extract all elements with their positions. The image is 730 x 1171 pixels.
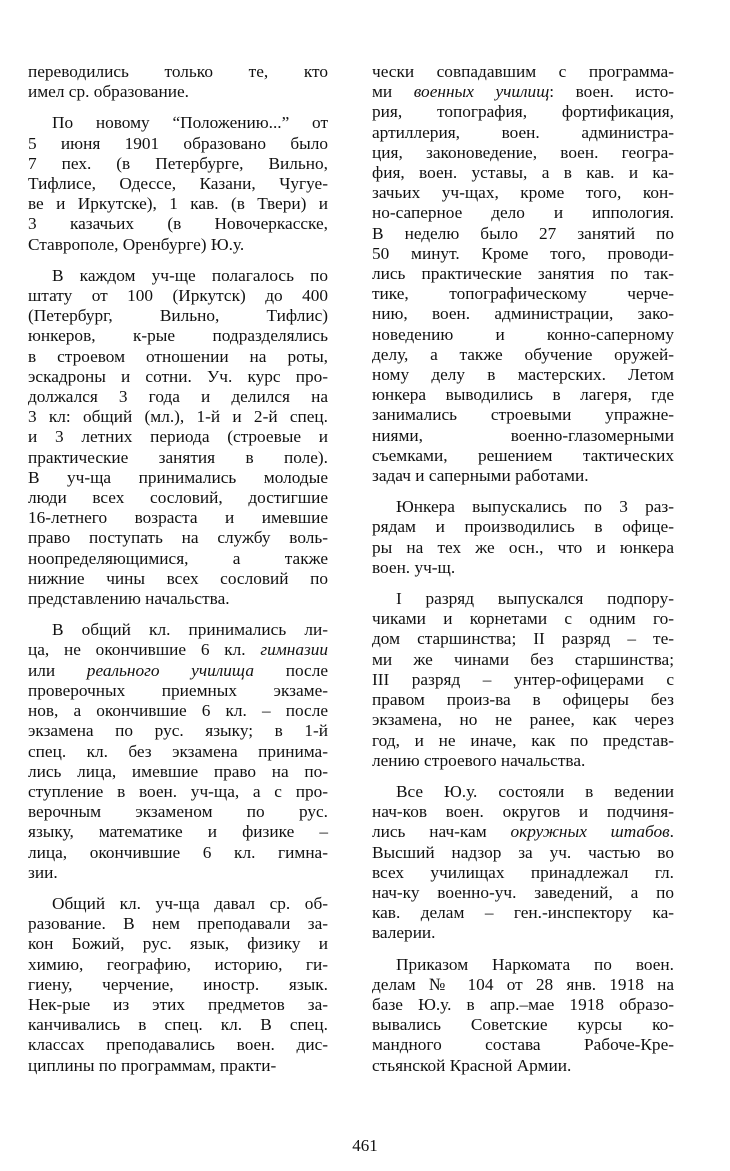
- text-line: ры на тех же осн., что и юнкера: [372, 537, 674, 557]
- text-line: фия, воен. уставы, а в кав. и ка-: [372, 163, 674, 183]
- text-line: и 3 летних периода (строевые и: [28, 427, 328, 447]
- text-line: лению строевого начальства.: [372, 750, 586, 770]
- text-line: чиками и корнетами с одним го-: [372, 609, 674, 629]
- text-line: В общий кл. принимались ли-: [52, 620, 328, 640]
- text-line: ному делу в мастерских. Летом: [372, 365, 674, 385]
- text-line: В уч-ща принимались молодые: [28, 467, 328, 487]
- text-line: кав. делам – ген.-инспектору ка-: [372, 903, 674, 923]
- text-line: языку, математике и физике –: [28, 822, 328, 842]
- text-line: ция, законоведение, воен. геогра-: [372, 142, 674, 162]
- text-line: спец. кл. без экзамена принима-: [28, 741, 328, 761]
- text-line: занимались строевыми упражне-: [372, 405, 674, 425]
- text-line: делу, а также обучение оружей-: [372, 344, 674, 364]
- text-line: Ставрополе, Оренбурге) Ю.у.: [28, 234, 245, 254]
- text-line: кон Божий, рус. язык, физику и: [28, 934, 328, 954]
- text-line: 7 пех. (в Петербурге, Вильно,: [28, 153, 328, 173]
- text-line: 5 июня 1901 образовано было: [28, 133, 328, 153]
- paragraph: [372, 497, 674, 578]
- text-line: Все Ю.у. состояли в ведении: [396, 781, 674, 801]
- paragraph: [28, 266, 328, 609]
- text-line: гиену, черчение, иностр. язык.: [28, 974, 328, 994]
- text-line: (Петербург, Вильно, Тифлис): [28, 306, 328, 326]
- text-line: переводились только те, кто: [28, 62, 328, 81]
- text-line: циплины по программам, практи-: [28, 1055, 277, 1075]
- text-line: юнкеров, к-рые подразделялись: [28, 326, 328, 346]
- text-line: ступление в воен. уч-ща, а с про-: [28, 781, 328, 801]
- text-line: Тифлисе, Одессе, Казани, Чугуе-: [28, 174, 328, 194]
- text-line: Общий кл. уч-ща давал ср. об-: [52, 893, 328, 913]
- text-line: I разряд выпускался подпору-: [396, 589, 674, 609]
- text-line: или реального училища после: [28, 660, 328, 680]
- text-line: зии.: [28, 862, 58, 882]
- text-line: Приказом Наркомата по воен.: [396, 954, 674, 974]
- text-line: рия, топография, фортификация,: [372, 102, 674, 122]
- text-line: мандного состава Рабоче-Кре-: [372, 1035, 674, 1055]
- text-line: лись нач-кам окружных штабов.: [372, 822, 674, 842]
- text-line: канчивались в спец. кл. В спец.: [28, 1015, 328, 1035]
- text-line: нач-ку военно-уч. заведений, а по: [372, 882, 674, 902]
- text-line: нию, воен. администрации, зако-: [372, 304, 674, 324]
- text-line: В неделю было 27 занятий по: [372, 223, 674, 243]
- text-line: но-саперное дело и иппология.: [372, 203, 674, 223]
- text-line: 3 кл: общий (мл.), 1-й и 2-й спец.: [28, 407, 328, 427]
- text-line: ми же чинами без старшинства;: [372, 649, 674, 669]
- text-line: вывались Советские курсы ко-: [372, 1015, 674, 1035]
- text-line: ниями, военно-глазомерными: [372, 425, 674, 445]
- text-line: Юнкера выпускались по 3 раз-: [396, 497, 674, 517]
- text-line: право поступать на службу воль-: [28, 528, 328, 548]
- text-line: 3 казачьих (в Новочеркасске,: [28, 214, 328, 234]
- text-line: экзамена, но не ранее, как через: [372, 710, 674, 730]
- paragraph: [28, 113, 328, 254]
- text-line: ца, не окончившие 6 кл. гимназии: [28, 640, 328, 660]
- text-line: дом старшинства; II разряд – те-: [372, 629, 674, 649]
- text-line: юнкера выводились в лагеря, где: [372, 385, 674, 405]
- text-line: артиллерия, воен. администра-: [372, 122, 674, 142]
- text-line: лись лица, имевшие право на по-: [28, 761, 328, 781]
- text-line: По новому “Положению...” от: [52, 113, 328, 133]
- text-line: в строевом отношении на роты,: [28, 346, 328, 366]
- text-line: нов, а окончившие 6 кл. – после: [28, 701, 328, 721]
- paragraph: [372, 62, 674, 486]
- text-line: нач-ков воен. округов и подчиня-: [372, 802, 674, 822]
- text-line: год, и не иначе, как по представ-: [372, 730, 674, 750]
- text-line: верочным экзаменом по рус.: [28, 802, 328, 822]
- text-line: Высший надзор за уч. частью во: [372, 842, 674, 862]
- text-line: ноопределяющимися, а также: [28, 548, 328, 568]
- text-line: зачьих уч-щах, кроме того, кон-: [372, 183, 674, 203]
- text-line: должался 3 года и делился на: [28, 387, 328, 407]
- text-line: экзамена по рус. языку; в 1-й: [28, 721, 328, 741]
- left-column: [28, 62, 328, 1087]
- paragraph: [28, 894, 328, 1076]
- text-line: III разряд – унтер-офицерами с: [372, 669, 674, 689]
- text-line: лица, окончившие 6 кл. гимна-: [28, 842, 328, 862]
- right-column: [372, 62, 674, 1087]
- text-line: валерии.: [372, 923, 436, 943]
- text-line: правом произ-ва в офицеры без: [372, 690, 674, 710]
- text-line: 50 минут. Кроме того, проводи-: [372, 243, 674, 263]
- text-line: чески совпадавшим с программа-: [372, 62, 674, 81]
- text-line: стьянской Красной Армии.: [372, 1055, 572, 1075]
- text-line: всех училищах принадлежал гл.: [372, 862, 674, 882]
- text-line: химию, географию, историю, ги-: [28, 954, 328, 974]
- text-line: проверочных приемных экзаме-: [28, 680, 328, 700]
- text-line: имел ср. образование.: [28, 82, 189, 102]
- text-line: В каждом уч-ще полагалось по: [52, 265, 328, 285]
- paragraph: [28, 62, 328, 102]
- text-line: ми военных училищ: воен. исто-: [372, 82, 674, 102]
- text-line: рядам и производились в офице-: [372, 517, 674, 537]
- paragraph: [28, 620, 328, 883]
- text-line: представлению начальства.: [28, 589, 230, 609]
- text-line: классах преподавались воен. дис-: [28, 1035, 328, 1055]
- text-line: разование. В нем преподавали за-: [28, 914, 328, 934]
- text-line: Нек-рые из этих предметов за-: [28, 994, 328, 1014]
- text-line: нижние чины всех сословий по: [28, 568, 328, 588]
- text-line: 16-летнего возраста и имевшие: [28, 508, 328, 528]
- text-line: новедению и конно-саперному: [372, 324, 674, 344]
- text-line: съемками, решением тактических: [372, 445, 674, 465]
- text-line: штату от 100 (Иркутск) до 400: [28, 286, 328, 306]
- text-line: практические занятия в поле).: [28, 447, 328, 467]
- text-line: люди всех сословий, достигшие: [28, 488, 328, 508]
- text-line: ве и Иркутске), 1 кав. (в Твери) и: [28, 194, 328, 214]
- text-line: делам № 104 от 28 янв. 1918 на: [372, 974, 674, 994]
- text-line: базе Ю.у. в апр.–мае 1918 образо-: [372, 994, 674, 1014]
- text-line: тике, топографическому черче-: [372, 284, 674, 304]
- text-line: лись практические занятия по так-: [372, 264, 674, 284]
- page-number: 461: [352, 1136, 378, 1155]
- text-line: задач и саперными работами.: [372, 466, 589, 486]
- text-line: воен. уч-щ.: [372, 557, 456, 577]
- paragraph: [372, 589, 674, 771]
- text-line: эскадроны и сотни. Уч. курс про-: [28, 366, 328, 386]
- paragraph: [372, 782, 674, 944]
- paragraph: [372, 955, 674, 1076]
